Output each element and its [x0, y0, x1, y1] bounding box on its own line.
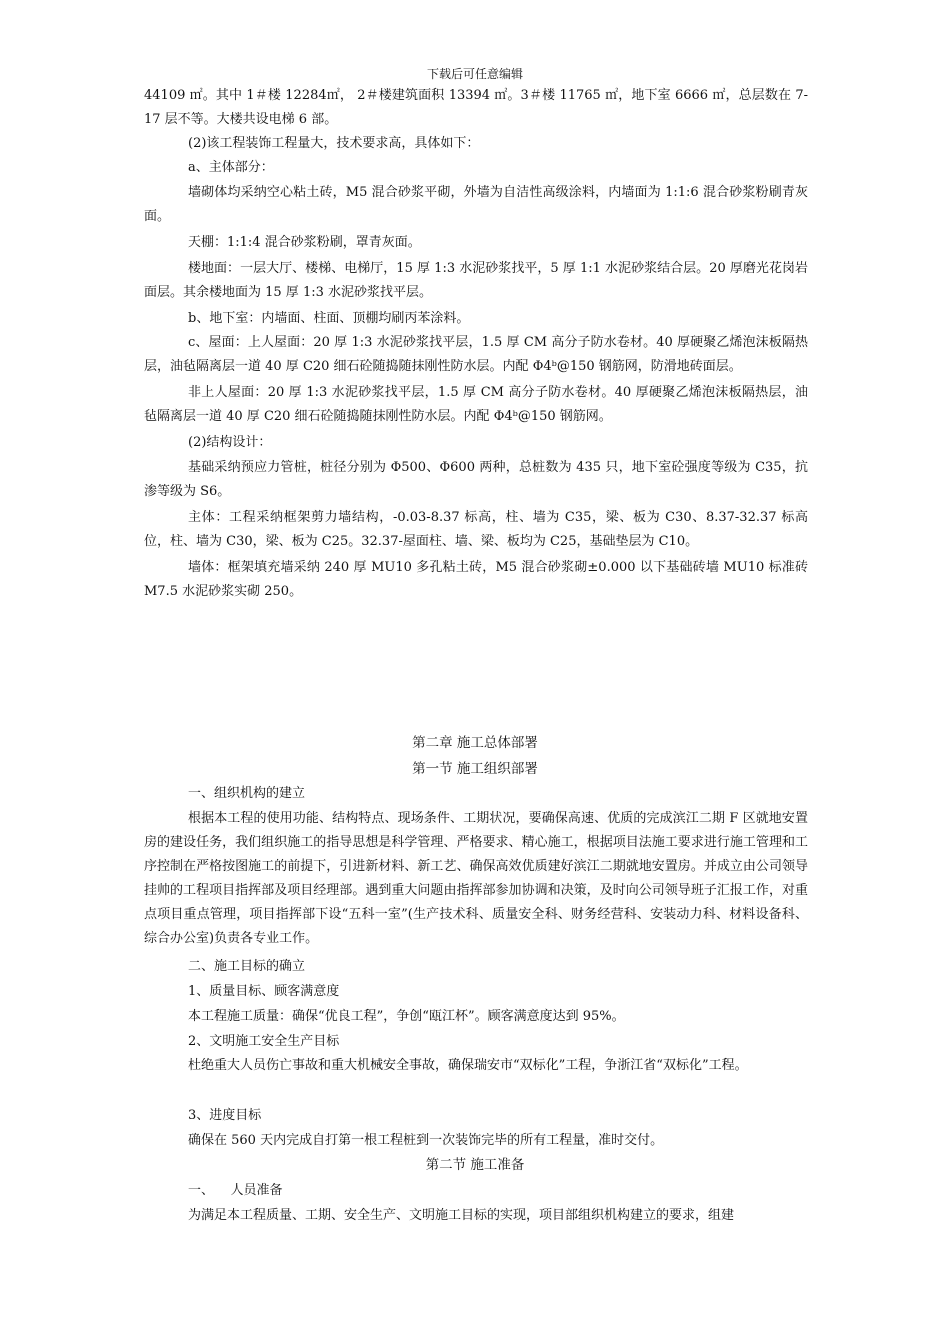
paragraph-structure-heading: (2)结构设计： [188, 435, 272, 450]
paragraph-main-structure: 主体：工程采纳框架剪力墙结构，-0.03-8.37 标高，柱、墙为 C35，梁、板为 C30、8.37-32.37 标高位，柱、墙为 C30，梁、板为 C25。32.37-屋面柱、墙、梁、板均为 C25，基础垫层为 C10。 [144, 510, 808, 549]
paragraph-wall-masonry: 墙砌体均采纳空心粘土砖，M5 混合砂浆平砌，外墙为自洁性高级涂料，内墙面为 1:1:6 混合砂浆粉刷青灰面。 [144, 185, 808, 224]
paragraph-safety-goal-heading: 2、文明施工安全生产目标 [188, 1034, 340, 1049]
paragraph-main-part-heading: a、主体部分： [188, 160, 274, 175]
paragraph-basement: b、地下室：内墙面、柱面、顶棚均刷丙苯涂料。 [188, 311, 470, 326]
paragraph-goal-heading: 二、施工目标的确立 [188, 959, 306, 974]
paragraph-accessible-roof: c、屋面：上人屋面：20 厚 1:3 水泥砂浆找平层，1.5 厚 CM 高分子防水卷材。40 厚硬聚乙烯泡沫板隔热层，油毡隔离层一道 40 厚 C20 细石砼随捣随抹刚性防水层。内配 Φ4ᵇ@150 钢筋网，防滑地砖面层。 [144, 335, 808, 374]
paragraph-schedule-goal-heading: 3、进度目标 [188, 1108, 262, 1123]
paragraph-floor: 楼地面：一层大厅、楼梯、电梯厅，15 厚 1:3 水泥砂浆找平，5 厚 1:1 水泥砂浆结合层。20 厚磨光花岗岩面层。其余楼地面为 15 厚 1:3 水泥砂浆找平层。 [144, 261, 808, 300]
section-title-organization: 第一节 施工组织部署 [412, 761, 538, 777]
paragraph-org-body: 根据本工程的使用功能、结构特点、现场条件、工期状况，要确保高速、优质的完成滨江二期 F 区就地安置房的建设任务，我们组织施工的指导思想是科学管理、严格要求、精心施工，根据项目法施工要求进行施工管理和工序控制在严格按图施工的前提下，引进新材料、新工艺、确保高效优质建好滨江二期就地安置房。并成立由公司领导挂帅的工程项目指挥部及项目经理部。遇到重大问题由指挥部参加协调和决策，及时向公司领导班子汇报工作，对重点项目重点管理，项目指挥部下设“五科一室”(生产技术科、质量安全科、财务经营科、安装动力科、材料设备科、综合办公室)负责各专业工作。 [144, 811, 808, 946]
paragraph-personnel-heading: 一、 人员准备 [188, 1183, 283, 1198]
paragraph-org-heading: 一、组织机构的建立 [188, 786, 306, 801]
paragraph-foundation: 基础采纳预应力管桩，桩径分别为 Φ500、Φ600 两种，总桩数为 435 只，地下室砼强度等级为 C35，抗渗等级为 S6。 [144, 460, 808, 499]
section-title-preparation: 第二节 施工准备 [425, 1157, 525, 1173]
chapter-title: 第二章 施工总体部署 [412, 735, 538, 751]
paragraph-project-area: 44109 ㎡。其中 1＃楼 12284㎡， 2＃楼建筑面积 13394 ㎡。3＃楼 11765 ㎡，地下室 6666 ㎡，总层数在 7-17 层不等。大楼共设电梯 6 部。 [144, 88, 808, 127]
paragraph-non-accessible-roof: 非上人屋面：20 厚 1:3 水泥砂浆找平层，1.5 厚 CM 高分子防水卷材。40 厚硬聚乙烯泡沫板隔热层，油毡隔离层一道 40 厚 C20 细石砼随捣随抹刚性防水层。内配 Φ4ᵇ@150 钢筋网。 [144, 385, 808, 424]
paragraph-ceiling: 天棚：1:1:4 混合砂浆粉刷，罩青灰面。 [188, 235, 421, 250]
paragraph-decoration-intro: (2)该工程装饰工程量大，技术要求高，具体如下： [188, 136, 480, 151]
paragraph-personnel-body: 为满足本工程质量、工期、安全生产、文明施工目标的实现，项目部组织机构建立的要求，组建 [188, 1208, 735, 1223]
paragraph-safety-goal: 杜绝重大人员伤亡事故和重大机械安全事故，确保瑞安市“双标化”工程，争浙江省“双标化”工程。 [188, 1058, 748, 1073]
paragraph-quality-goal: 本工程施工质量：确保“优良工程”，争创“瓯江杯”。顾客满意度达到 95%。 [188, 1009, 625, 1024]
paragraph-wall-body: 墙体：框架填充墙采纳 240 厚 MU10 多孔粘土砖，M5 混合砂浆砌±0.000 以下基础砖墙 MU10 标准砖 M7.5 水泥砂浆实砌 250。 [144, 560, 808, 599]
paragraph-schedule-goal: 确保在 560 天内完成自打第一根工程桩到一次装饰完毕的所有工程量，准时交付。 [188, 1133, 664, 1148]
page-header: 下载后可任意编辑 [426, 67, 523, 81]
paragraph-quality-goal-heading: 1、质量目标、顾客满意度 [188, 984, 340, 999]
